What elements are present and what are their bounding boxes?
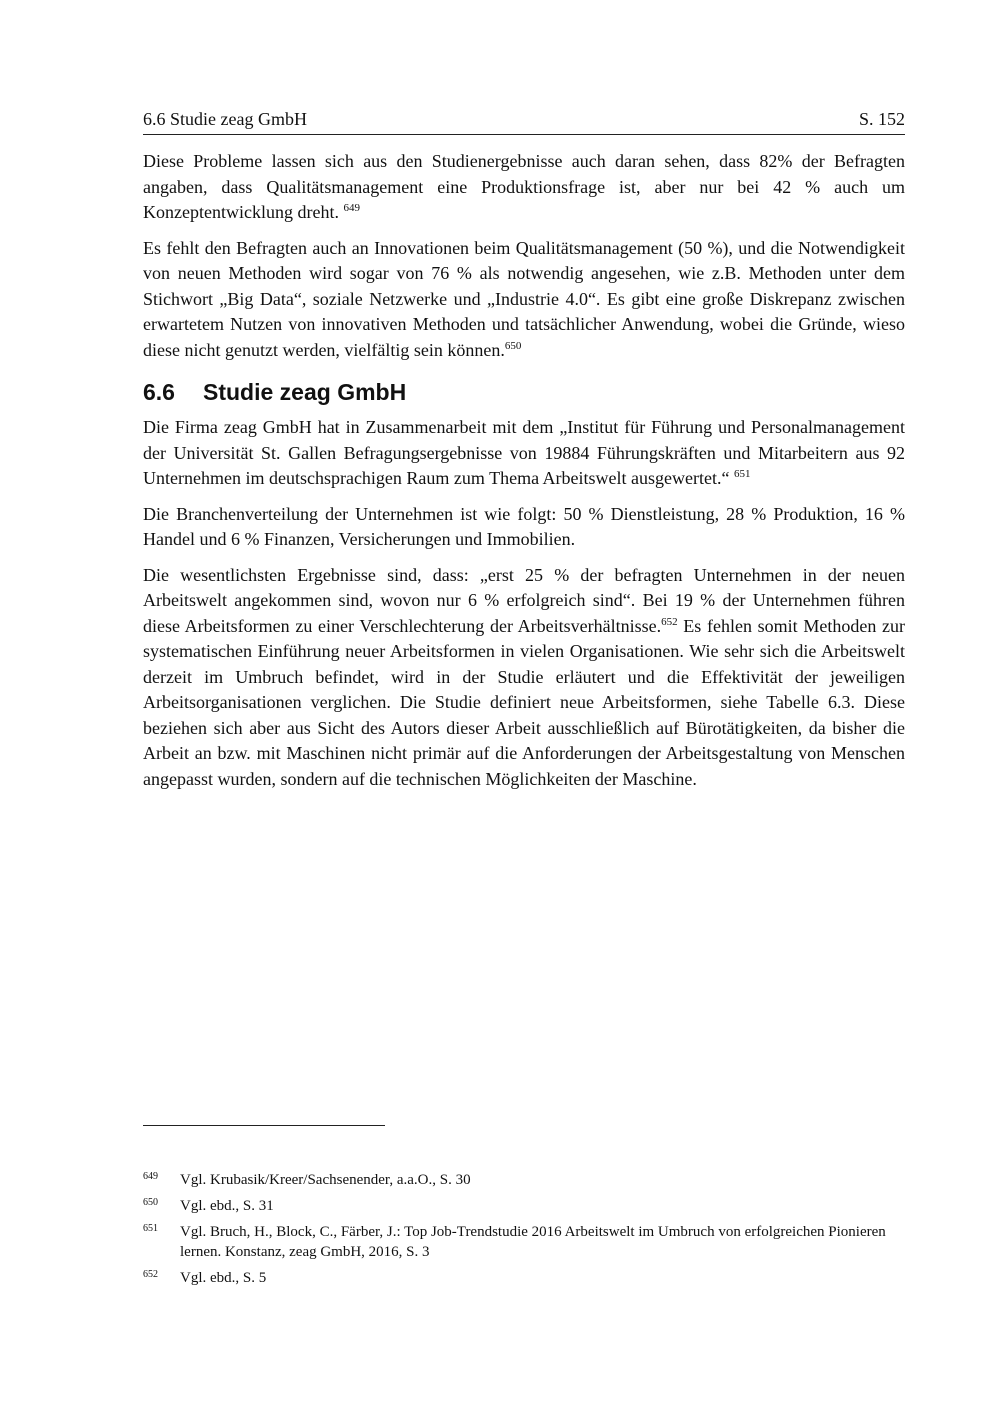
footnotes bbox=[143, 1170, 905, 1294]
footnote-text: Vgl. Krubasik/Kreer/Sachsenender, a.a.O., S. 30 bbox=[180, 1172, 471, 1188]
paragraph-1 bbox=[143, 149, 905, 226]
footnote-ref-649[interactable]: 649 bbox=[343, 202, 360, 214]
paragraph-5-text-before: Die wesentlichsten Ergebnisse sind, dass: „erst 25 % der befragten Unternehmen in der neuen Arbeitswelt angekommen sind, wovon nur 6 % erfolgreich sind“. Bei 19 % der Unternehmen führen diese Arbeitsformen zu einer Verschlechterung der Arbeitsverhältnisse. bbox=[143, 564, 905, 636]
footnote-number: 649 bbox=[143, 1171, 158, 1182]
footnote-651 bbox=[143, 1222, 905, 1262]
header-page-number: S. 152 bbox=[858, 109, 905, 129]
running-header bbox=[143, 108, 905, 135]
body-text bbox=[143, 149, 905, 802]
footnote-649 bbox=[143, 1170, 905, 1190]
paragraph-3-text: Die Firma zeag GmbH hat in Zusammenarbeit mit dem „Institut für Führung und Personalmanagement der Universität St. Gallen Befragungsergebnisse von 19884 Führungskräften und Mitarbeitern aus 92 Unternehmen im deutschsprachigen Raum zum Thema Arbeitswelt ausgewertet.“ bbox=[143, 417, 905, 488]
paragraph-1-text: Diese Probleme lassen sich aus den Studienergebnisse auch daran sehen, dass 82% der Befragten angaben, dass Qualitätsmanagement eine Produktionsfrage ist, aber nur bei 42 % auch um Konzeptentwicklung dreht. bbox=[143, 151, 905, 222]
paragraph-2 bbox=[143, 236, 905, 364]
paragraph-4 bbox=[143, 502, 905, 553]
paragraph-5 bbox=[143, 563, 905, 793]
footnote-number: 650 bbox=[143, 1197, 158, 1208]
footnote-ref-651[interactable]: 651 bbox=[734, 468, 751, 480]
footnote-number: 651 bbox=[143, 1223, 158, 1234]
paragraph-5-text-after: Es fehlen somit Methoden zur systematischen Einführung neuer Arbeitsformen in vielen Organisationen. Wie sehr sich die Arbeitswelt derzeit im Umbruch befindet, wird in der Studie erläutert und die Effektivität der jeweiligen Arbeitsorganisationen verglichen. Die Studie definiert neue Arbeitsformen, siehe Tabelle 6.3. Diese beziehen sich aber aus Sicht des Autors dieser Arbeit ausschließlich auf Bürotätigkeiten, da bisher die Arbeit an bzw. mit Maschinen nicht primär auf die Anforderungen der Arbeitsgestaltung von Menschen angepasst wurden, sondern auf die technischen Möglichkeiten der Maschine. bbox=[143, 615, 906, 789]
paragraph-4-text: Die Branchenverteilung der Unternehmen ist wie folgt: 50 % Dienstleistung, 28 % Produktion, 16 % Handel und 6 % Finanzen, Versicherungen und Immobilien. bbox=[143, 503, 905, 549]
footnote-text: Vgl. ebd., S. 5 bbox=[180, 1270, 267, 1286]
footnote-650 bbox=[143, 1196, 905, 1216]
footnote-text: Vgl. Bruch, H., Block, C., Färber, J.: Top Job-Trendstudie 2016 Arbeitswelt im Umbruch von erfolgreichen Pionieren lernen. Konstanz, zeag GmbH, 2016, S. 3 bbox=[180, 1224, 886, 1260]
footnote-separator bbox=[143, 1125, 385, 1126]
paragraph-2-text: Es fehlt den Befragten auch an Innovationen beim Qualitätsmanagement (50 %), und die Notwendigkeit von neuen Methoden wird sogar von 76 % als notwendig angesehen, wie z.B. Methoden unter dem Stichwort „Big Data“, soziale Netzwerke und „Industrie 4.0“. Es gibt eine große Diskrepanz zwischen erwartetem Nutzen von innovativen Methoden und tatsächlicher Anwendung, wobei die Gründe, wieso diese nicht genutzt werden, vielfältig sein können. bbox=[143, 237, 905, 360]
footnote-ref-652[interactable]: 652 bbox=[661, 615, 678, 628]
section-heading bbox=[143, 377, 905, 407]
header-section-title: 6.6 Studie zeag GmbH bbox=[143, 109, 307, 129]
footnote-text: Vgl. ebd., S. 31 bbox=[180, 1198, 274, 1214]
footnote-number: 652 bbox=[143, 1269, 158, 1280]
footnote-ref-650[interactable]: 650 bbox=[504, 339, 522, 352]
paragraph-3 bbox=[143, 415, 905, 492]
footnote-652 bbox=[143, 1268, 905, 1288]
section-title: Studie zeag GmbH bbox=[203, 379, 407, 405]
section-number: 6.6 bbox=[143, 379, 175, 405]
